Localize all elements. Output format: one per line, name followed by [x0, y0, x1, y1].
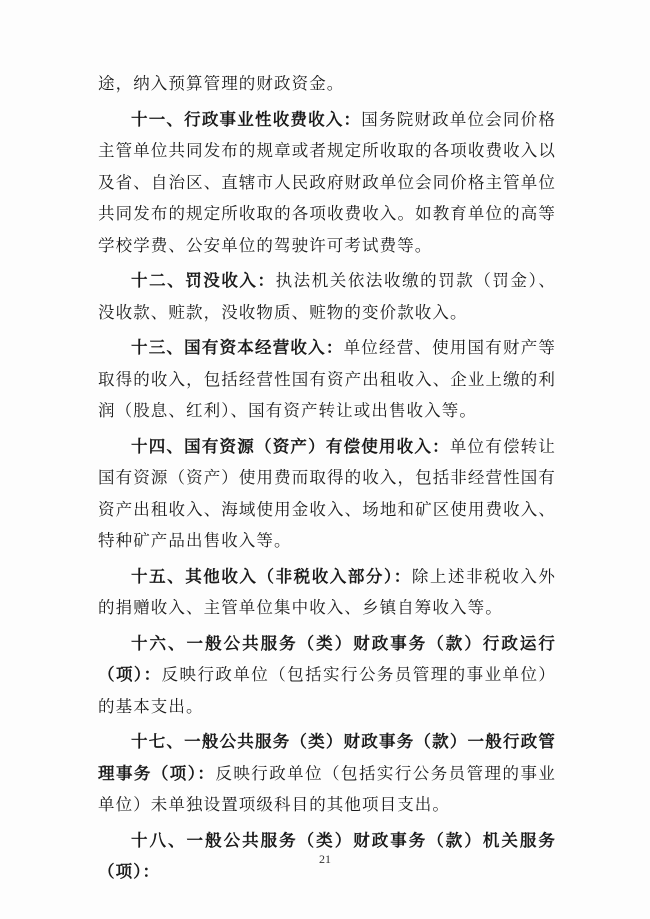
paragraph-text: 反映行政单位（包括实行公务员管理的事业单位）未单独设置项级科目的其他项目支出。: [98, 763, 556, 814]
paragraph-text: 反映行政单位（包括实行公务员管理的事业单位）的基本支出。: [98, 665, 557, 716]
paragraph-12: [98, 265, 556, 328]
paragraph-heading: 十二、罚没收入：: [131, 271, 276, 290]
paragraph-heading: 十五、其他收入（非税收入部分）：: [131, 566, 412, 586]
paragraph-text: 除上述非税收入外的捐赠收入、主管单位集中收入、乡镇自筹收入等。: [98, 566, 556, 617]
paragraph-heading: 十三、国有资本经营收入：: [131, 338, 344, 357]
paragraph-heading: 十一、行政事业性收费收入：: [131, 109, 362, 129]
document-body: [98, 68, 556, 892]
paragraph-text: 国务院财政单位会同价格主管单位共同发布的规章或者规定所收取的各项收费收入以及省、自治区、直辖市人民政府财政单位会同价格主管单位共同发布的规定所收取的各项收费收入。如教育单位的高等学校学费、公安单位的驾驶许可考试费等。: [98, 109, 556, 255]
paragraph-14: [98, 431, 556, 557]
page-number: 21: [319, 852, 331, 866]
paragraph-15: [98, 561, 556, 624]
paragraph-16: [98, 628, 556, 723]
paragraph-11: [98, 104, 556, 262]
paragraph-text: 执法机关依法收缴的罚款（罚金）、没收款、赃款，没收物质、赃物的变价款收入。: [98, 271, 556, 322]
paragraph-heading: 十四、国有资源（资产）有偿使用收入：: [131, 436, 450, 456]
paragraph-text: 途，纳入预算管理的财政资金。: [98, 74, 345, 93]
paragraph-text: 单位经营、使用国有财产等取得的收入，包括经营性国有资产出租收入、企业上缴的利润（股息、红利）、国有资产转让或出售收入等。: [98, 338, 557, 420]
paragraph-continuation: [98, 68, 556, 100]
paragraph-heading: 十七、一般公共服务（类）财政事务（款）一般行政管理事务（项）：: [98, 732, 556, 783]
paragraph-17: [98, 726, 556, 821]
paragraph-text: 单位有偿转让国有资源（资产）使用费而取得的收入，包括非经营性国有资产出租收入、海域使用金收入、场地和矿区使用费收入、特种矿产品出售收入等。: [98, 436, 556, 550]
paragraph-13: [98, 332, 556, 427]
paragraph-heading: 十八、一般公共服务（类）财政事务（款）机关服务（项）：: [98, 830, 556, 881]
paragraph-heading: 十六、一般公共服务（类）财政事务（款）行政运行（项）：: [98, 633, 556, 684]
